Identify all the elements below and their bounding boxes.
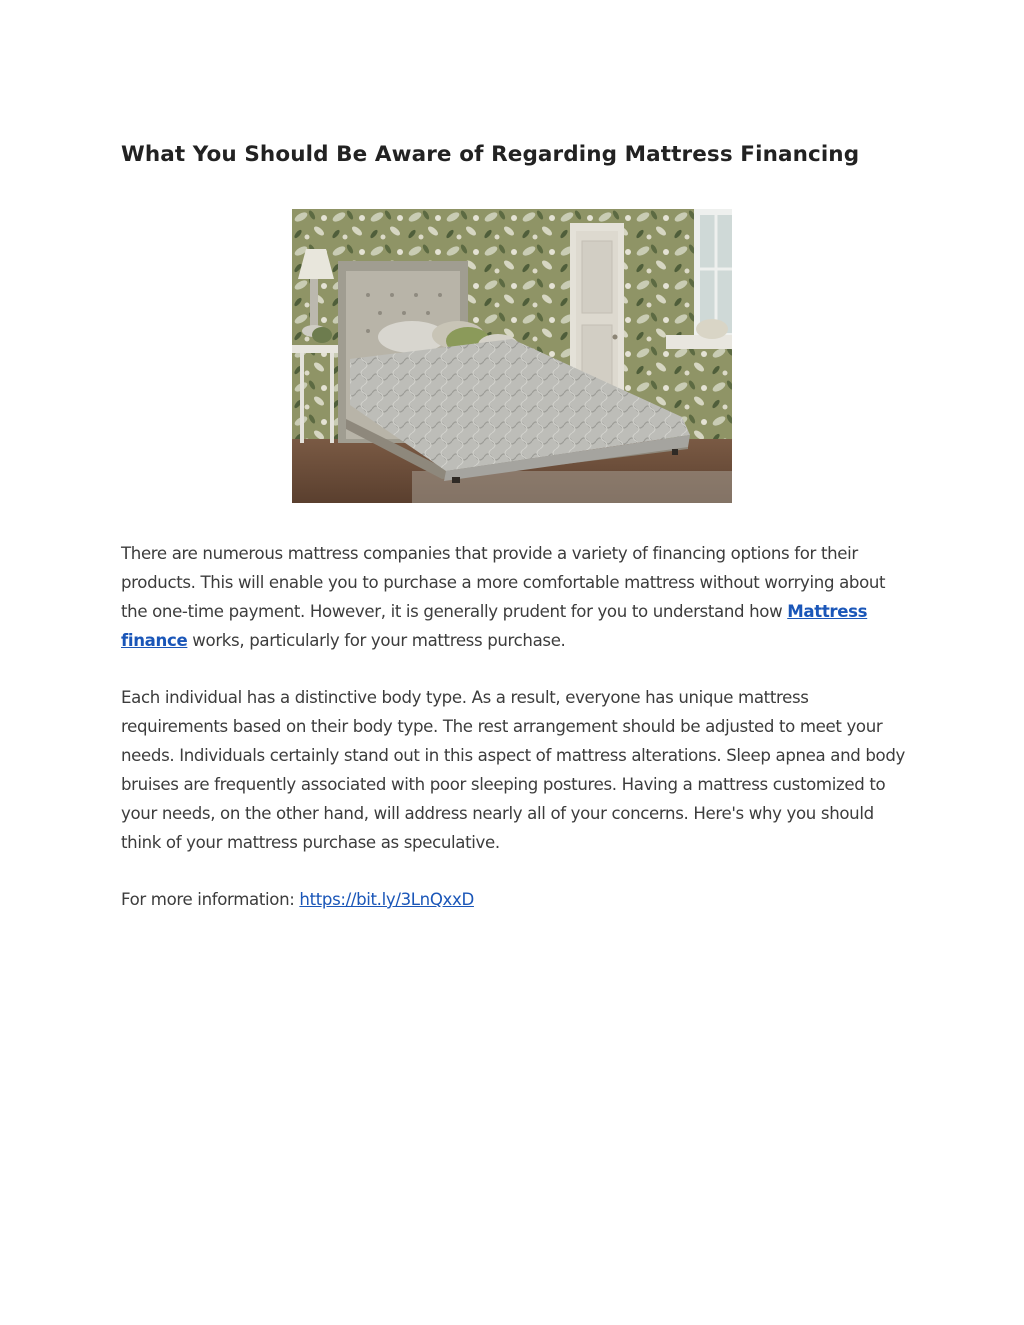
- more-info-link[interactable]: https://bit.ly/3LnQxxD: [299, 890, 474, 909]
- intro-text: There are numerous mattress companies that provide a variety of financing options for their products. This will enable you to purchase a more comfortable mattress without worrying about the one-time payment. However, it is generally prudent for you to understand how: [121, 544, 886, 621]
- more-info-paragraph: [121, 885, 911, 914]
- mattress-finance-link[interactable]: Mattress finance: [121, 602, 868, 650]
- bedroom-photo: [292, 209, 732, 503]
- body-type-paragraph: Each individual has a distinctive body type. As a result, everyone has unique mattress requirements based on their body type. The rest arrangement should be adjusted to meet your needs. Individuals certainly stand out in this aspect of mattress alterations. Sleep apnea and body bruises are frequently associated with poor sleeping postures. Having a mattress customized to your needs, on the other hand, will address nearly all of your concerns. Here's why you should think of your mattress purchase as speculative.: [121, 688, 906, 852]
- more-info-label: For more information:: [121, 890, 300, 909]
- page-title: What You Should Be Aware of Regarding Mattress Financing: [121, 142, 860, 167]
- intro-text-end: works, particularly for your mattress purchase.: [187, 631, 566, 650]
- intro-paragraph: [121, 539, 911, 655]
